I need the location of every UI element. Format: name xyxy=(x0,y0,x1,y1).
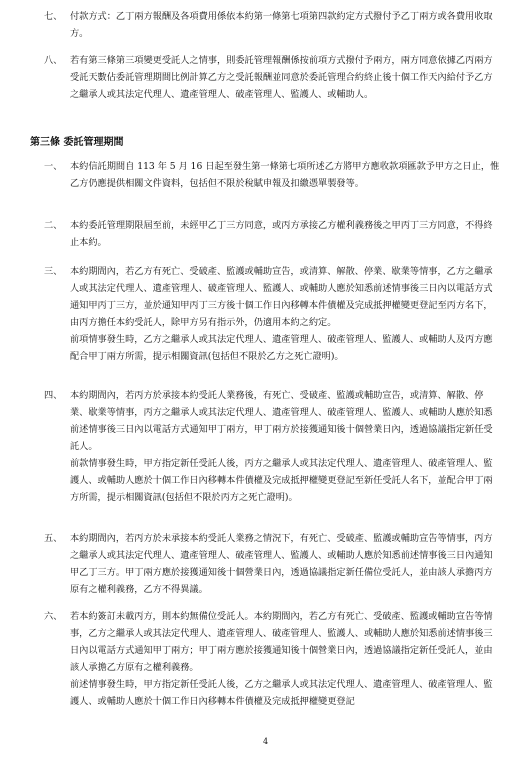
item-number: 三、 xyxy=(44,266,63,277)
item-number: 二、 xyxy=(44,220,63,231)
item-paragraph: 若本約簽訂未載丙方，則本約無備位受託人。本約期間內，若乙方有死亡、受破產、監護或輔助宣告等情事，乙方之繼承人或其法定代理人、遺產管理人、破產管理人、監護人、或輔助人應於知悉前述情事後三日內以電話方式通知甲丁兩方；甲丁兩方應於接獲通知後十個營業日內，透過協議指定新任受託人，並由該人承擔乙方原有之權利義務。 xyxy=(70,611,493,673)
item-number: 六、 xyxy=(44,611,63,622)
clause-2-item-7 xyxy=(44,8,500,42)
clause-3-item-4 xyxy=(44,387,500,506)
item-paragraph: 本約委託管理期限屆至前，未經甲乙丁三方同意，或丙方承接乙方權利義務後之甲丙丁三方同意，不得終止本約。 xyxy=(70,220,493,248)
item-number: 七、 xyxy=(44,11,63,22)
section-heading: 第三條 委託管理期間 xyxy=(30,137,124,148)
clause-2-item-8 xyxy=(44,52,500,103)
item-number: 八、 xyxy=(44,55,63,66)
item-paragraph: 本約期間內，若丙方於承接本約受託人業務後，有死亡、受破產、監護或輔助宣告，或清算、解散、停業、歇業等情事，丙方之繼承人或其法定代理人、遺產管理人、破產管理人、監護人、或輔助人應於知悉前述情事後三日內以電話方式通知甲丁兩方，甲丁兩方於接獲通知後十個營業日內，透過協議指定新任受託人。 xyxy=(70,390,493,452)
clause-3-item-2 xyxy=(44,217,500,251)
item-paragraph: 前述情事發生時，甲方指定新任受託人後，乙方之繼承人或其法定代理人、遺產管理人、破產管理人、監護人、或輔助人應於十個工作日內移轉本件債權及完成抵押權變更登記 xyxy=(70,679,493,707)
item-number: 一、 xyxy=(44,161,63,172)
item-paragraph: 付款方式：乙丁兩方報酬及各項費用係依本約第一條第七項第四款約定方式撥付予乙丁兩方或各費用收取方。 xyxy=(70,11,493,39)
clause-3-item-3 xyxy=(44,263,500,365)
item-paragraph: 本約信託期間自 113 年 5 月 16 日起至發生第一條第七項所述乙方將甲方應收款項匯款予甲方之日止，惟乙方仍應提供相關文件資料，包括但不限於稅賦申報及扣繳憑單製發等。 xyxy=(70,161,500,189)
item-number: 五、 xyxy=(44,533,63,544)
clause-3-item-1 xyxy=(44,158,500,192)
item-paragraph: 本約期間內，若丙方於未承接本約受託人業務之情況下，有死亡、受破產、監護或輔助宣告等情事，丙方之繼承人或其法定代理人、遺產管理人、破產管理人、監護人、或輔助人應於知悉前述情事後三日內通知甲乙丁三方。甲丁兩方應於接獲通知後十個營業日內，透過協議指定新任備位受託人，並由該人承擔丙方原有之權利義務，乙方不得異議。 xyxy=(70,533,493,595)
item-paragraph: 本約期間內，若乙方有死亡、受破產、監護或輔助宣告，或清算、解散、停業、歇業等情事，乙方之繼承人或其法定代理人、遺產管理人、破產管理人、監護人、或輔助人應於知悉前述情事後三日內以電話方式通知甲丙丁三方，並於通知甲丙丁三方後十個工作日內移轉本件債權及完成抵押權變更登記至丙方名下，由丙方擔任本約受託人，除甲方另有指示外，仍適用本約之約定。 xyxy=(70,266,493,328)
clause-3-item-5 xyxy=(44,530,500,598)
item-paragraph: 前款情事發生時，甲方指定新任受託人後，丙方之繼承人或其法定代理人、遺產管理人、破產管理人、監護人、或輔助人應於十個工作日內移轉本件債權及完成抵押權變更登記至新任受託人名下，並配合甲丁兩方所需，提示相關資訊(包括但不限於丙方之死亡證明)。 xyxy=(70,458,493,503)
item-paragraph: 若有第三條第三項變更受託人之情事，則委託管理報酬係按前項方式撥付予兩方，兩方同意依據乙丙兩方受託天數佔委託管理期間比例計算乙方之受託報酬並同意於委託管理合約終止後十個工作天內給付予乙方之繼承人或其法定代理人、遺產管理人、破產管理人、監護人、或輔助人。 xyxy=(70,55,493,100)
clause-3-item-6 xyxy=(44,608,500,710)
item-number: 四、 xyxy=(44,390,63,401)
page-number: 4 xyxy=(262,737,269,746)
item-paragraph: 前項情事發生時，乙方之繼承人或其法定代理人、遺產管理人、破產管理人、監護人、或輔助人及丙方應配合甲丁兩方所需，提示相關資訊(包括但不限於乙方之死亡證明)。 xyxy=(70,334,493,362)
